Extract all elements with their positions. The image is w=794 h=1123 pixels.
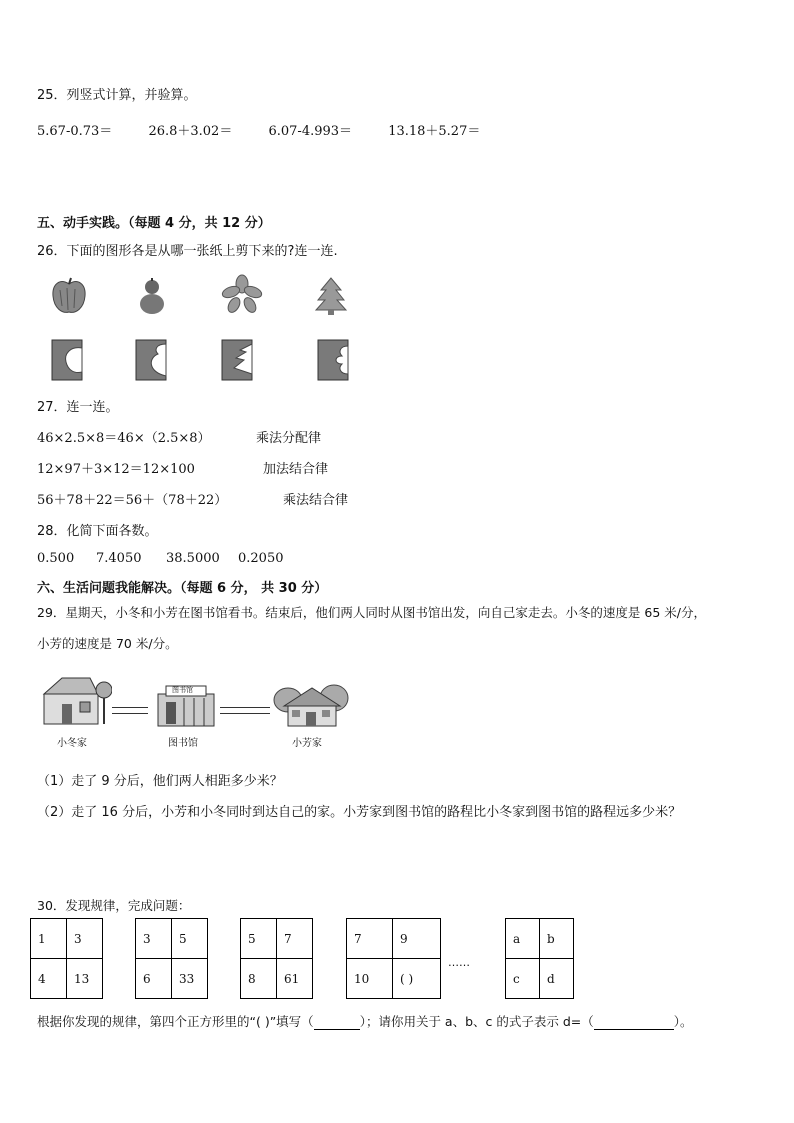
square-3-top-left: 5 [241,919,277,959]
square-4-bottom-right: ( ) [393,959,441,999]
square-4-top-right: 9 [393,919,441,959]
square-3-bottom-right: 61 [277,959,313,999]
paper-cut-tree-icon [220,338,254,382]
library-sign: 图书馆 [172,686,193,694]
square-1-bottom-right: 13 [67,959,103,999]
square-3-bottom-left: 8 [241,959,277,999]
square-2-bottom-right: 33 [172,959,208,999]
q30-answer-text-c: ）。 [673,1014,693,1029]
square-general-a: a [506,919,540,959]
caption-library: 图书馆 [168,738,198,749]
flower-shape-icon [220,274,264,314]
square-3-top-right: 7 [277,919,313,959]
section5-title: 五、动手实践。（每题 4 分，共 12 分） [37,216,271,231]
q26-title: 26．下面的图形各是从哪一张纸上剪下来的?连一连. [37,244,338,259]
pattern-square-3 [240,918,313,999]
pattern-square-1 [30,918,103,999]
q25-item-1: 5.67-0.73＝ [37,124,113,139]
square-2-top-left: 3 [136,919,172,959]
answer-blank-2[interactable] [594,1014,674,1030]
square-2-bottom-left: 6 [136,959,172,999]
q28-number-2: 7.4050 [96,551,142,566]
square-general-d: d [540,959,574,999]
q28-number-4: 0.2050 [238,551,284,566]
paper-cut-apple-icon [50,338,84,382]
square-1-bottom-left: 4 [31,959,67,999]
q25-item-3: 6.07-4.993＝ [268,124,353,139]
paper-cut-flower-icon [316,338,350,382]
q30-answer-line [37,1012,693,1030]
gourd-shape-icon [136,276,168,316]
q28-number-1: 0.500 [37,551,75,566]
xiaofang-house-icon [272,682,350,728]
q29-line-2: 小芳的速度是 70 米/分。 [37,636,178,651]
q29-line-1: 29．星期天，小冬和小芳在图书馆看书。结束后，他们两人同时从图书馆出发，向自己家走去。小冬的速度是 65 米/分， [37,605,706,620]
pattern-square-general [505,918,574,999]
square-2-top-right: 5 [172,919,208,959]
q27-left-1: 46×2.5×8＝46×（2.5×8） [37,431,211,446]
pattern-square-2 [135,918,208,999]
xiaodong-house-icon [40,672,112,728]
q30-title: 30．发现规律，完成问题： [37,898,191,913]
caption-xiaodong-home: 小冬家 [57,738,87,749]
q29-sub-2: （2）走了 16 分后，小芳和小冬同时到达自己的家。小芳家到图书馆的路程比小冬家到图书馆的路程远多少米？ [37,805,682,820]
q30-answer-text-b: ）；请你用关于 a、b、c 的式子表示 d=（ [359,1014,594,1029]
square-1-top-left: 1 [31,919,67,959]
q28-number-3: 38.5000 [166,551,220,566]
q27-title: 27．连一连。 [37,400,119,415]
road-left [112,707,148,714]
apple-shape-icon [50,276,88,316]
square-1-top-right: 3 [67,919,103,959]
q25-calc-row [37,120,512,139]
caption-xiaofang-home: 小芳家 [292,738,322,749]
q29-sub-1: （1）走了 9 分后，他们两人相距多少米？ [37,774,283,789]
tree-shape-icon [314,276,348,316]
pattern-square-4 [346,918,441,999]
square-4-top-left: 7 [347,919,393,959]
q27-right-2: 加法结合律 [263,462,329,477]
q30-ellipsis: …… [448,956,470,969]
q27-left-3: 56＋78＋22＝56＋（78＋22） [37,493,228,508]
q30-answer-text-a: 根据你发现的规律，第四个正方形里的“( )”填写（ [37,1014,314,1029]
q25-item-2: 26.8＋3.02＝ [148,124,233,139]
q28-title: 28．化简下面各数。 [37,524,158,539]
q25-item-4: 13.18＋5.27＝ [388,124,481,139]
road-right [220,707,270,714]
square-general-c: c [506,959,540,999]
q27-left-2: 12×97＋3×12＝12×100 [37,462,195,477]
paper-cut-gourd-icon [134,338,168,382]
q27-right-1: 乘法分配律 [256,431,322,446]
q25-title: 25．列竖式计算，并验算。 [37,88,197,103]
square-4-bottom-left: 10 [347,959,393,999]
q27-right-3: 乘法结合律 [283,493,349,508]
square-general-b: b [540,919,574,959]
section6-title: 六、生活问题我能解决。（每题 6 分， 共 30 分） [37,581,328,596]
answer-blank-1[interactable] [314,1014,360,1030]
